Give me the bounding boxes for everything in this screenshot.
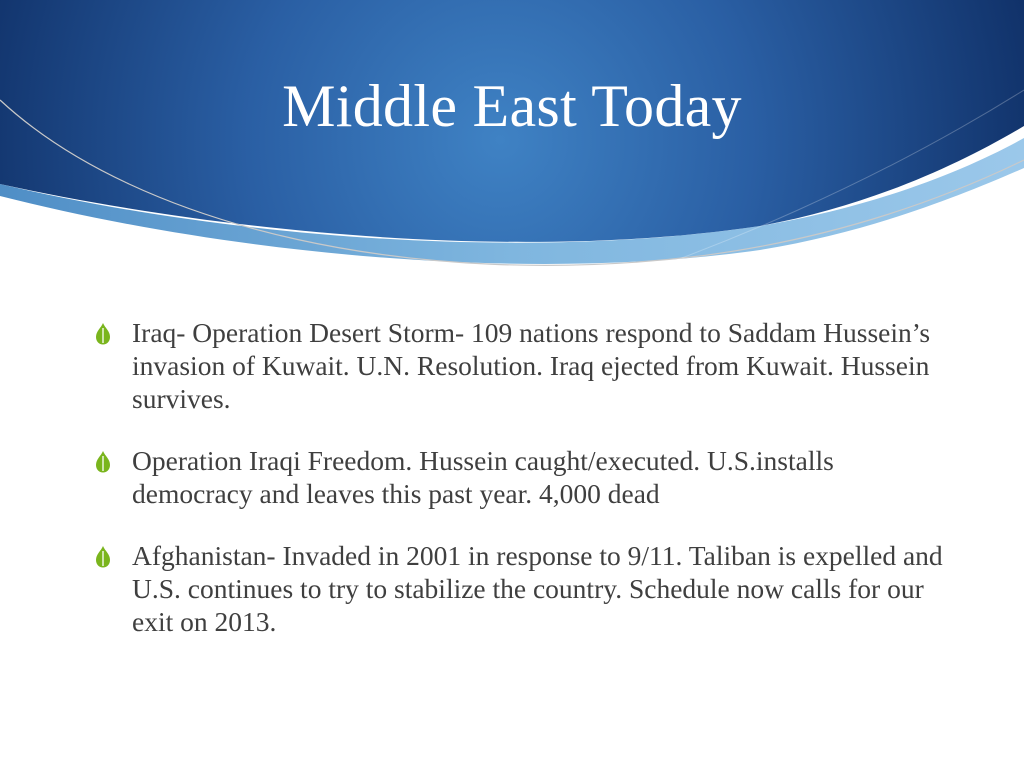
bullet-text: Afghanistan- Invaded in 2001 in response to 9/11. Taliban is expelled and U.S. continues to try to stabilize the country. Schedule now calls for our exit on 2013. xyxy=(132,540,943,637)
bullet-item xyxy=(94,316,954,415)
bullet-list xyxy=(94,316,954,667)
leaf-bullet-icon xyxy=(94,545,112,569)
bullet-item xyxy=(94,539,954,638)
bullet-text: Iraq- Operation Desert Storm- 109 nations respond to Saddam Hussein’s invasion of Kuwait. U.N. Resolution. Iraq ejected from Kuwait. Hussein survives. xyxy=(132,317,931,414)
slide-title: Middle East Today xyxy=(282,73,742,139)
bullet-item xyxy=(94,444,954,510)
leaf-bullet-icon xyxy=(94,450,112,474)
header-wave-background xyxy=(0,0,1024,300)
leaf-bullet-icon xyxy=(94,322,112,346)
bullet-text: Operation Iraqi Freedom. Hussein caught/executed. U.S.installs democracy and leaves this past year. 4,000 dead xyxy=(132,445,834,509)
